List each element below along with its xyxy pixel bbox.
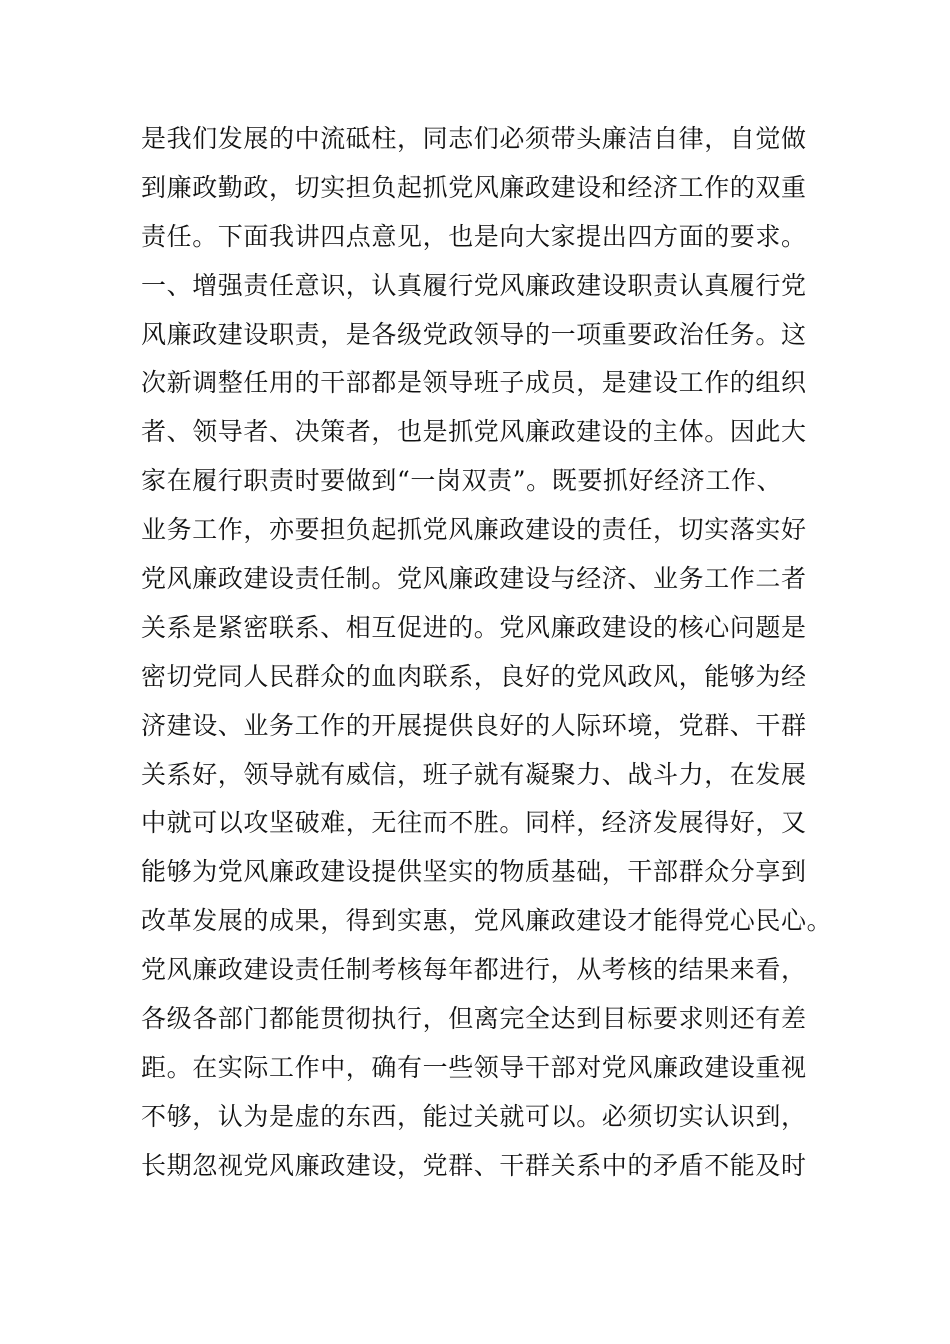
text-line: 次新调整任用的干部都是领导班子成员，是建设工作的组织 — [141, 368, 807, 398]
text-line: 不够，认为是虚的东西，能过关就可以。必须切实认识到， — [141, 1101, 807, 1131]
text-line: 改革发展的成果，得到实惠，党风廉政建设才能得党心民心。 — [141, 906, 833, 936]
text-line: 一、增强责任意识，认真履行党风廉政建设职责认真履行党 — [141, 270, 807, 300]
text-line: 密切党同人民群众的血肉联系，良好的党风政风，能够为经 — [141, 661, 807, 691]
text-line: 距。在实际工作中，确有一些领导干部对党风廉政建设重视 — [141, 1052, 807, 1082]
text-line: 业务工作，亦要担负起抓党风廉政建设的责任，切实落实好 — [141, 515, 807, 545]
body-text — [141, 115, 841, 1191]
text-line: 济建设、业务工作的开展提供良好的人际环境，党群、干群 — [141, 710, 807, 740]
text-line: 家在履行职责时要做到“一岗双责”。既要抓好经济工作、 — [141, 466, 783, 496]
text-line: 是我们发展的中流砥柱，同志们必须带头廉洁自律，自觉做 — [141, 124, 807, 153]
text-line: 关系好，领导就有威信，班子就有凝聚力、战斗力，在发展 — [141, 759, 807, 789]
text-line: 能够为党风廉政建设提供坚实的物质基础，干部群众分享到 — [141, 857, 807, 887]
text-line: 者、领导者、决策者，也是抓党风廉政建设的主体。因此大 — [141, 417, 807, 447]
text-line: 党风廉政建设责任制。党风廉政建设与经济、业务工作二者 — [141, 564, 807, 594]
text-line: 长期忽视党风廉政建设，党群、干群关系中的矛盾不能及时 — [141, 1150, 807, 1180]
text-line: 关系是紧密联系、相互促进的。党风廉政建设的核心问题是 — [141, 612, 807, 642]
text-line: 责任。下面我讲四点意见，也是向大家提出四方面的要求。 — [141, 221, 807, 251]
text-line: 各级各部门都能贯彻执行，但离完全达到目标要求则还有差 — [141, 1004, 807, 1034]
text-line: 风廉政建设职责，是各级党政领导的一项重要政治任务。这 — [141, 319, 807, 349]
text-line: 到廉政勤政，切实担负起抓党风廉政建设和经济工作的双重 — [141, 172, 807, 202]
text-line: 党风廉政建设责任制考核每年都进行，从考核的结果来看， — [141, 955, 807, 985]
text-line: 中就可以攻坚破难，无往而不胜。同样，经济发展得好，又 — [141, 808, 807, 838]
